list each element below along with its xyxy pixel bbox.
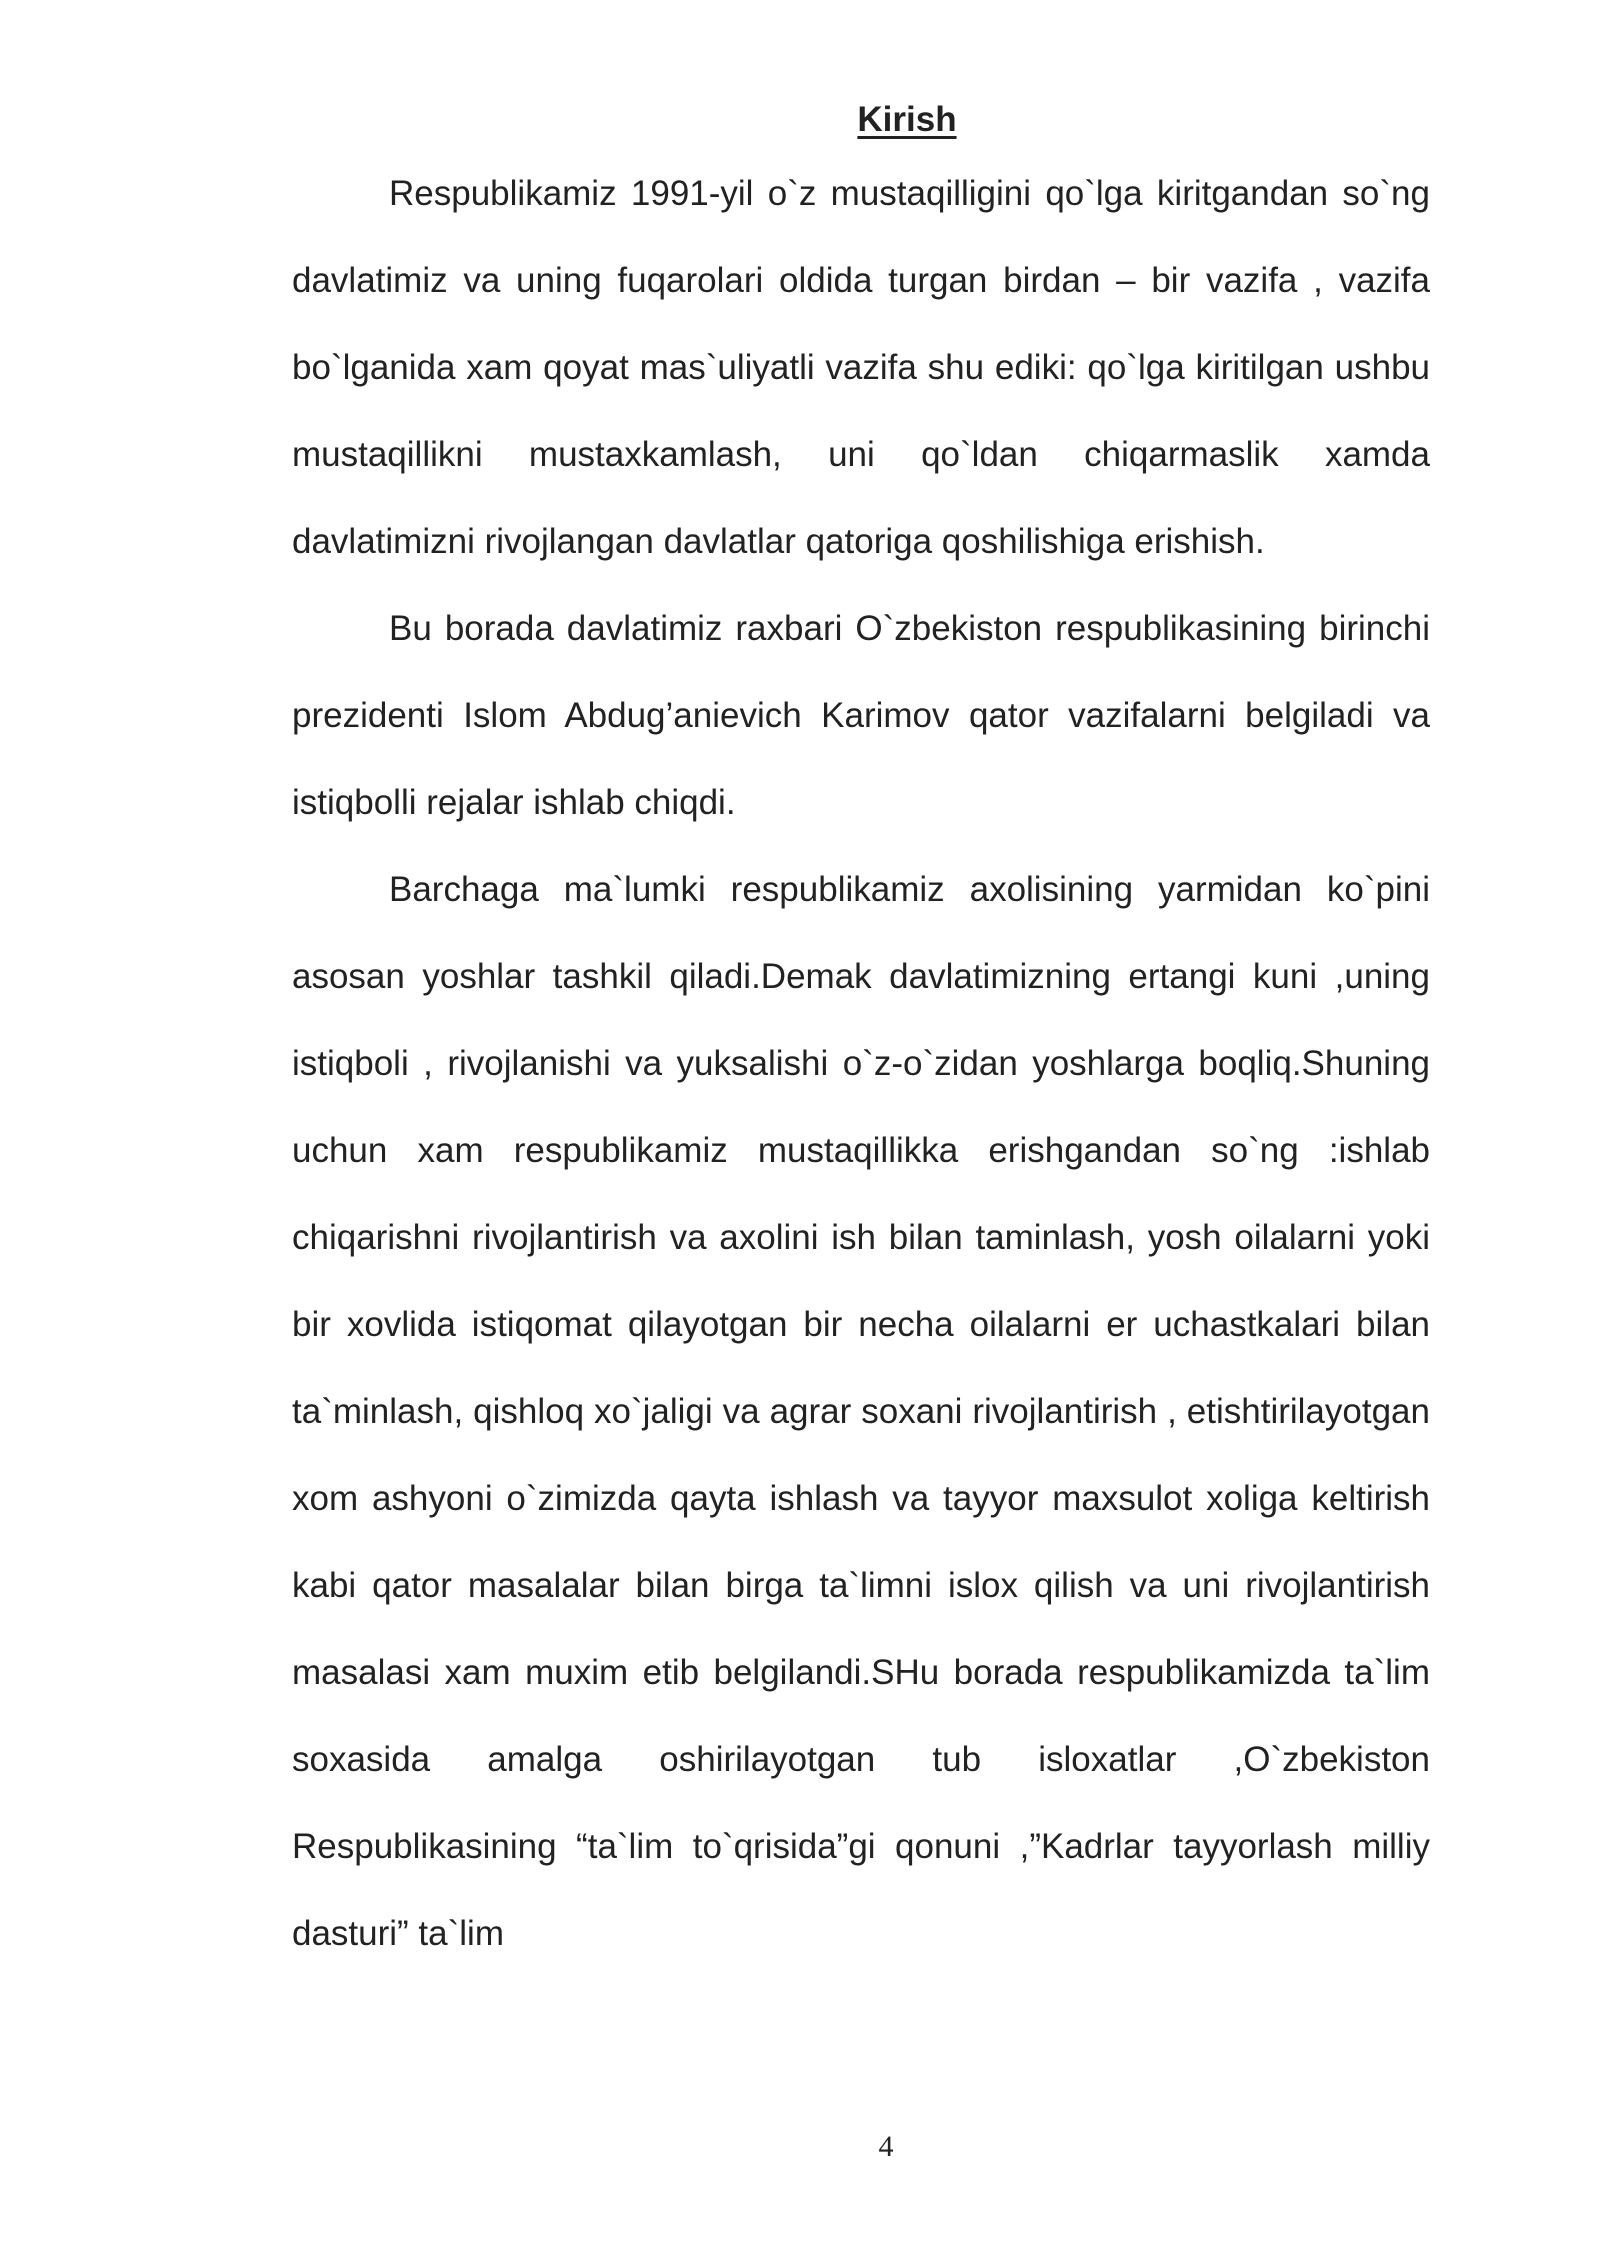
- paragraph-2: Bu borada davlatimiz raxbari O`zbekiston respublikasining birinchi prezidenti Islom Abdug’anievich Karimov qator vazifalarni belgiladi va istiqbolli rejalar ishlab chiqdi.: [292, 609, 1430, 822]
- paragraph-3: Barchaga ma`lumki respublikamiz axolisining yarmidan ko`pini asosan yoshlar tashkil qiladi.Demak davlatimizning ertangi kuni ,uning istiqboli , rivojlanishi va yuksalishi o`z-o`zidan yoshlarga boqliq.Shuning uchun xam respublikamiz mustaqillikka erishgandan so`ng :ishlab chiqarishni rivojlantirish va axolini ish bilan taminlash, yosh oilalarni yoki bir xovlida istiqomat qilayotgan bir necha oilalarni er uchastkalari bilan ta`minlash, qishloq xo`jaligi va agrar soxani rivojlantirish , etishtirilayotgan xom ashyoni o`zimizda qayta ishlash va tayyor maxsulot xoliga keltirish kabi qator masalalar bilan birga ta`limni islox qilish va uni rivojlantirish masalasi xam muxim etib belgilandi.SHu borada respublikamizda ta`lim soxasida amalga oshirilayotgan tub isloxatlar ,O`zbekiston Respublikasining “ta`lim to`qrisida”gi qonuni ,”Kadrlar tayyorlash milliy dasturi” ta`lim: [292, 870, 1430, 1953]
- page-title: Kirish: [857, 100, 957, 139]
- document-body: [292, 90, 1430, 1977]
- paragraph-1: Respublikamiz 1991-yil o`z mustaqilligini qo`lga kiritgandan so`ng davlatimiz va uning fuqarolari oldida turgan birdan – bir vazifa , vazifa bo`lganida xam qoyat mas`uliyatli vazifa shu ediki: qo`lga kiritilgan ushbu mustaqillikni mustaxkamlash, uni qo`ldan chiqarmaslik xamda davlatimizni rivojlangan davlatlar qatoriga qoshilishiga erishish.: [292, 174, 1430, 561]
- page-number: 4: [878, 2130, 894, 2163]
